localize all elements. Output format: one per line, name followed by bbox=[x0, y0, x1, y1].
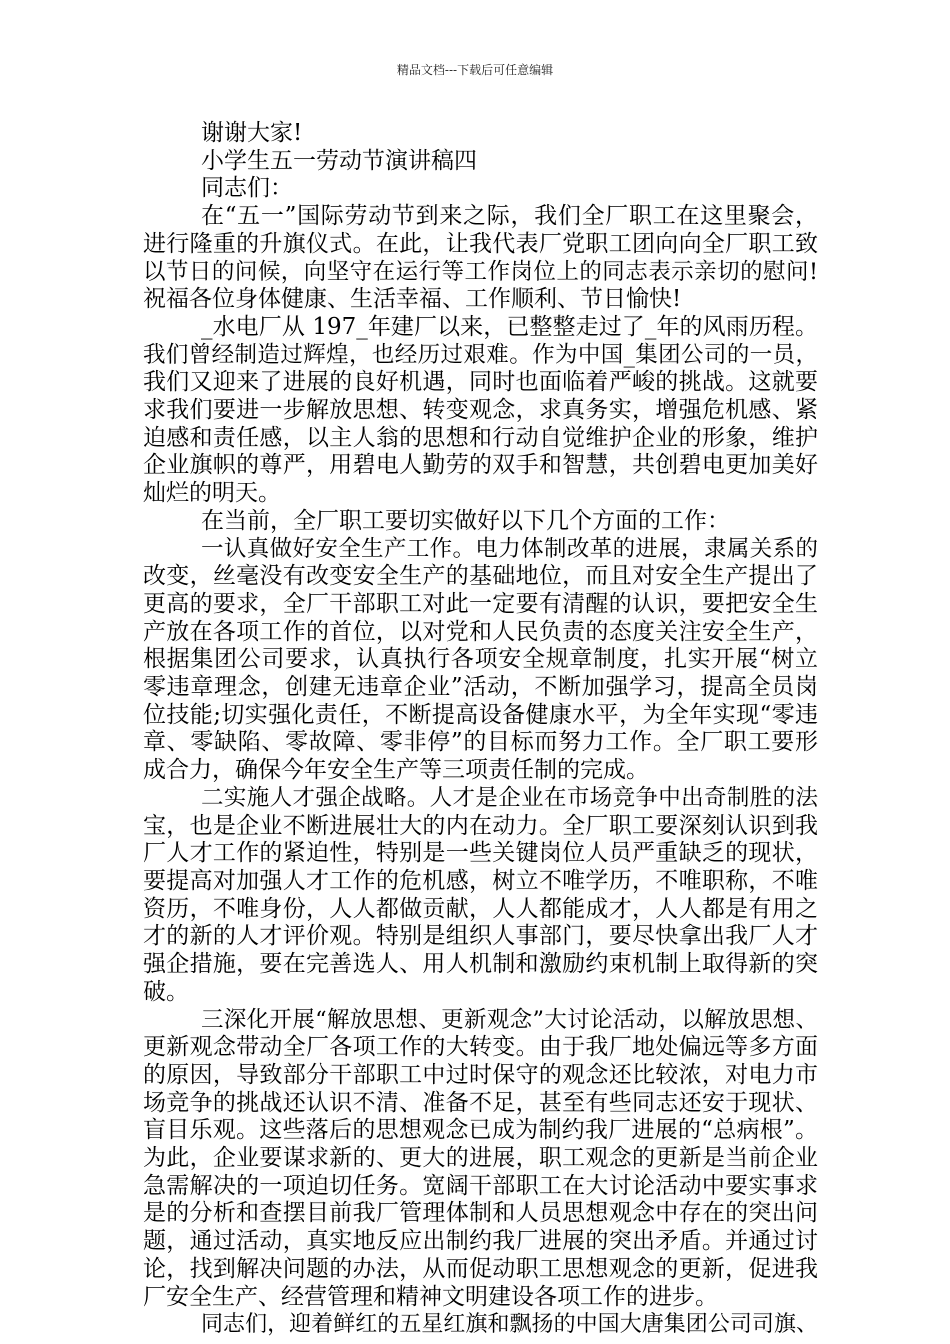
text-line: 成合力，确保今年安全生产等三项责任制的完成。 bbox=[143, 757, 649, 784]
text-line: 企业旗帜的尊严，用碧电人勤劳的双手和智慧，共创碧电更加美好 bbox=[143, 452, 818, 479]
text-line: 以节日的问候，向坚守在运行等工作岗位上的同志表示亲切的慰问! bbox=[143, 258, 818, 285]
page-header: 精品文档---下载后可任意编辑 bbox=[396, 63, 554, 77]
text-line: 章、零缺陷、零故障、零非停”的目标而努力工作。全厂职工要形 bbox=[143, 729, 818, 756]
text-line: 宝，也是企业不断进展壮大的内在动力。全厂职工要深刻认识到我 bbox=[143, 812, 818, 839]
text-line: 急需解决的一项迫切任务。宽阔干部职工在大讨论活动中要实事求 bbox=[143, 1172, 818, 1199]
text-line: 求我们要进一步解放思想、转变观念，求真务实，增强危机感、紧 bbox=[143, 397, 818, 424]
text-line: 厂安全生产、经营管理和精神文明建设各项工作的进步。 bbox=[143, 1283, 718, 1310]
text-line: 进行隆重的升旗仪式。在此，让我代表厂党职工团向向全厂职工致 bbox=[143, 230, 818, 257]
text-line: 改变，丝毫没有改变安全生产的基础地位，而且对安全生产提出了 bbox=[143, 563, 818, 590]
text-line: 更新观念带动全厂各项工作的大转变。由于我厂地处偏远等多方面 bbox=[143, 1034, 818, 1061]
text-line: 谢谢大家! bbox=[201, 120, 303, 146]
text-line: 资历，不唯身份，人人都做贡献，人人都能成才，人人都是有用之 bbox=[143, 895, 818, 922]
text-line: 的原因，导致部分干部职工中过时保守的观念还比较浓，对电力市 bbox=[143, 1061, 818, 1088]
text-line: 零违章理念，创建无违章企业”活动，不断加强学习，提高全员岗 bbox=[143, 674, 818, 701]
text-line: 二实施人才强企战略。人才是企业在市场竞争中出奇制胜的法 bbox=[201, 784, 818, 811]
text-line: 三深化开展“解放思想、更新观念”大讨论活动，以解放思想、 bbox=[201, 1006, 818, 1033]
text-line: 位技能;切实强化责任，不断提高设备健康水平，为全年实现“零违 bbox=[143, 701, 818, 728]
text-line: 在当前，全厂职工要切实做好以下几个方面的工作： bbox=[201, 507, 730, 534]
text-line: 盲目乐观。这些落后的思想观念已成为制约我厂进展的“总病根”。 bbox=[143, 1117, 818, 1144]
text-line: 场竞争的挑战还认识不清、准备不足，甚至有些同志还安于现状、 bbox=[143, 1089, 818, 1116]
text-line: 厂人才工作的紧迫性，特别是一些关键岗位人员严重缺乏的现状， bbox=[143, 840, 818, 867]
text-line: 破。 bbox=[143, 978, 189, 1005]
text-line: 更高的要求，全厂干部职工对此一定要有清醒的认识，要把安全生 bbox=[143, 590, 818, 617]
text-line: 是的分析和查摆目前我厂管理体制和人员思想观念中存在的突出问 bbox=[143, 1200, 818, 1227]
text-line: 小学生五一劳动节演讲稿四 bbox=[201, 147, 477, 174]
text-line: 我们又迎来了进展的良好机遇，同时也面临着严峻的挑战。这就要 bbox=[143, 369, 818, 396]
text-line: 才的新的人才评价观。特别是组织人事部门，要尽快拿出我厂人才 bbox=[143, 923, 818, 950]
text-line: 题，通过活动，真实地反应出制约我厂进展的突出矛盾。并通过讨 bbox=[143, 1228, 818, 1255]
text-line: 在“五一”国际劳动节到来之际，我们全厂职工在这里聚会， bbox=[201, 203, 818, 230]
text-line: 我们曾经制造过辉煌，也经历过艰难。作为中国_集团公司的一员， bbox=[143, 341, 818, 368]
text-line: 迫感和责任感，以主人翁的思想和行动自觉维护企业的形象，维护 bbox=[143, 424, 818, 451]
text-line: 同志们： bbox=[201, 175, 293, 202]
text-line: 根据集团公司要求，认真执行各项安全规章制度，扎实开展“树立 bbox=[143, 646, 818, 673]
text-line: 产放在各项工作的首位，以对党和人民负责的态度关注安全生产， bbox=[143, 618, 818, 645]
text-line: 要提高对加强人才工作的危机感，树立不唯学历，不唯职称，不唯 bbox=[143, 867, 818, 894]
text-line: 同志们，迎着鲜红的五星红旗和飘扬的中国大唐集团公司司旗、 bbox=[201, 1312, 818, 1338]
text-line: 祝福各位身体健康、生活幸福、工作顺利、节日愉快! bbox=[143, 286, 682, 313]
text-line: 强企措施，要在完善选人、用人机制和激励约束机制上取得新的突 bbox=[143, 951, 818, 978]
text-line: 论，找到解决问题的办法，从而促动职工思想观念的更新，促进我 bbox=[143, 1255, 818, 1282]
text-line: 灿烂的明天。 bbox=[143, 480, 281, 507]
document-body bbox=[143, 120, 818, 1339]
text-line: 一认真做好安全生产工作。电力体制改革的进展，隶属关系的 bbox=[201, 535, 818, 562]
text-line: 为此，企业要谋求新的、更大的进展，职工观念的更新是当前企业 bbox=[143, 1145, 818, 1172]
text-line: _水电厂从 197_年建厂以来，已整整走过了_年的风雨历程。 bbox=[201, 313, 818, 340]
